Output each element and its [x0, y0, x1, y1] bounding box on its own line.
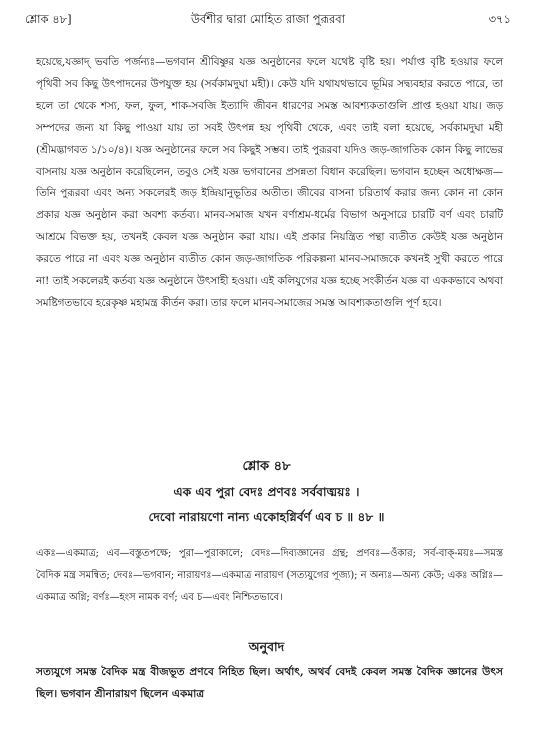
translation-paragraph: সত্যযুগে সমস্ত বৈদিক মন্ত্র বীজভূত প্রণবে নিহিত ছিল। অর্থাৎ, অথর্ব বেদই কেবল সমস্ত বৈদিক জ্ঞানের উৎস ছিল। ভগবান শ্রীনারায়ণ ছিলেন একমাত্র [36, 666, 503, 700]
translation-heading: অনুবাদ [248, 639, 285, 654]
synonyms-paragraph: একঃ—একমাত্র; এব—বস্তুতপক্ষে; পুরা—পুরাকালে; বেদঃ—দিব্যজ্ঞানের গ্রন্থ; প্রণবঃ—ওঁকার; সর্ব-বাক্-ময়ঃ—সমস্ত বৈদিক মন্ত্র সমন্বিত; দেবঃ—ভগবান; নারায়ণঃ—একমাত্র নারায়ণ (সত্যযুগের পূজ্য); ন অন্যঃ—অন্য কেউ; একঃ অগ্নিঃ—একমাত্র অগ্নি; বর্ণঃ—হংস নামক বর্ণ; এব চ—এবং নিশ্চিতভাবে। [36, 548, 503, 603]
verse-line-2: দেবো নারায়ণো নান্য একোহগ্নির্বর্ণ এব চ ॥ ৪৮ ॥ [148, 510, 385, 524]
header-chapter-title: উর্বশীর দ্বারা মোহিত রাজা পুরূরবা [190, 12, 346, 26]
verse-line-1: এক এব পুরা বেদঃ প্রণবঃ সর্ববাঙ্ময়ঃ । [173, 485, 360, 499]
page-number: ৩৭১ [488, 12, 511, 26]
running-header [25, 10, 511, 28]
synonyms-section [36, 543, 503, 609]
verse-heading: শ্লোক ৪৮ [242, 459, 291, 474]
purport-section [36, 52, 503, 315]
purport-paragraph: হয়েছে,যজ্ঞাদ্ ভবতি পর্জন্যঃ—ভগবান শ্রীবিষ্ণুর যজ্ঞ অনুষ্ঠানের ফলে যথেষ্ট বৃষ্টি হয়। পর্যাপ্ত বৃষ্টি হওয়ার ফলে পৃথিবী সব কিছু উৎপাদনের উপযুক্ত হয় (সর্বকামদুঘা মহী)। কেউ যদি যথাযথভাবে ভূমির সদ্ব্যবহার করতে পারে, তা হলে তা থেকে শস্য, ফল, ফুল, শাক-সবজি ইত্যাদি জীবন ধারণের সমস্ত আবশ্যকতাগুলি প্রাপ্ত হওয়া যায়। জড় সম্পদের জন্য যা কিছু পাওয়া যায় তা সবই উৎপন্ন হয় পৃথিবী থেকে, এবং তাই বলা হয়েছে, সর্বকামদুঘা মহী (শ্রীমদ্ভাগবত ১/১০/৪)। যজ্ঞ অনুষ্ঠানের ফলে সব কিছুই সম্ভব। তাই পুরূরবা যদিও জড়-জাগতিক কোন কিছু লাভের বাসনায় যজ্ঞ অনুষ্ঠান করেছিলেন, তবুও সেই যজ্ঞ ভগবানের প্রসন্নতা বিধান করেছিল। ভগবান হচ্ছেন অধোক্ষজ—তিনি পুরূরবা এবং অন্য সকলেরই জড় ইন্দ্রিয়ানুভূতির অতীত। জীবের বাসনা চরিতার্থ করার জন্য কোন না কোন প্রকার যজ্ঞ অনুষ্ঠান করা অবশ্য কর্তব্য। মানব-সমাজ যখন বর্ণাশ্রম-ধর্মের বিভাগ অনুসারে চারটি বর্ণ এবং চারটি আশ্রমে বিভক্ত হয়, তখনই কেবল যজ্ঞ অনুষ্ঠান করা যায়। এই প্রকার নিয়ন্ত্রিত পন্থা ব্যতীত কেউই যজ্ঞ অনুষ্ঠান করতে পারে না এবং যজ্ঞ অনুষ্ঠান ব্যতীত কোন জড়-জাগতিক পরিকল্পনা মানব-সমাজকে কখনই সুখী করতে পারে না! তাই সকলেরই কর্তব্য যজ্ঞ অনুষ্ঠানে উৎসাহী হওয়া। এই কলিযুগের যজ্ঞ হচ্ছে সংকীর্তন যজ্ঞ বা এককভাবে অথবা সমষ্টিগতভাবে হরেকৃষ্ণ মহামন্ত্র কীর্তন করা। তার ফলে মানব-সমাজের সমস্ত আবশ্যকতাগুলি পূর্ণ হবে। [36, 56, 503, 309]
translation-section [36, 661, 503, 705]
header-verse-ref: শ্লোক ৪৮] [25, 12, 72, 26]
